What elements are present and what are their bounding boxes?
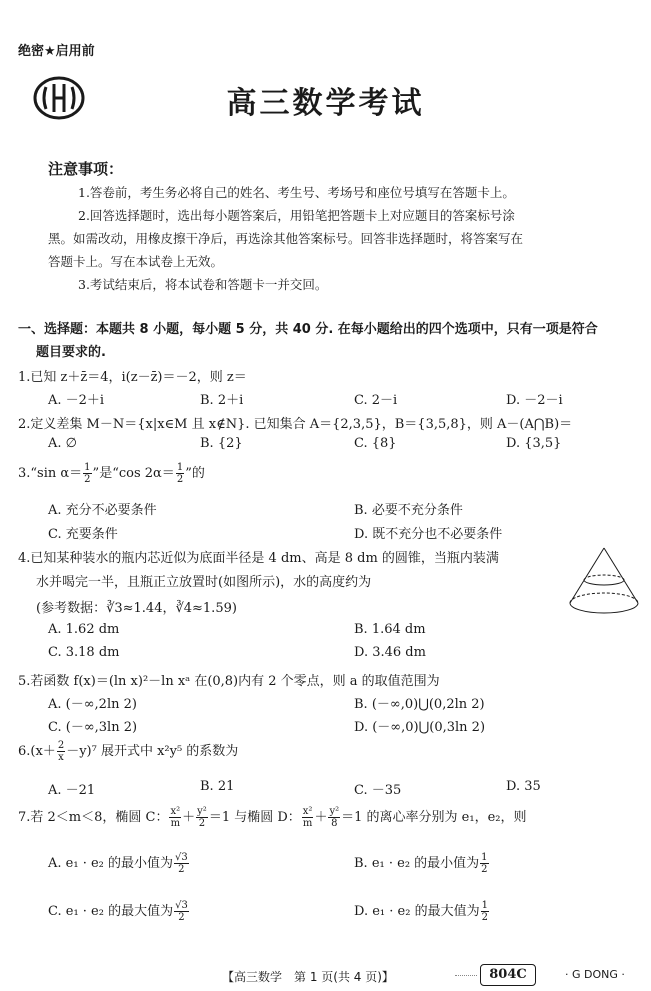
fraction-denominator: x bbox=[58, 752, 64, 763]
question-1-stem: 1.已知 z＋z̄＝4，i(z－z̄)＝－2，则 z＝ bbox=[18, 370, 247, 385]
fraction-numerator: y² bbox=[197, 806, 207, 817]
question-4-reference: (参考数据：∛3≈1.44，∛4≈1.59) bbox=[36, 601, 237, 616]
q2-option-a: A. ∅ bbox=[48, 436, 77, 451]
q6-fraction bbox=[57, 740, 65, 763]
q2-option-c: C. {8} bbox=[354, 436, 397, 451]
question-6-stem bbox=[18, 740, 238, 763]
question-4-stem: 4.已知某种装水的瓶内芯近似为底面半径是 4 dm、高是 8 dm 的圆锥，当瓶内装满 bbox=[18, 551, 499, 566]
q7-option-a bbox=[48, 852, 190, 875]
fraction-numerator: 1 bbox=[84, 462, 91, 473]
notice-line: 1.答卷前，考生务必将自己的姓名、考生号、考场号和座位号填写在答题卡上。 bbox=[78, 185, 515, 200]
publisher-brand: · G DONG · bbox=[565, 968, 625, 981]
q5-option-d: D. (－∞,0)⋃(0,3ln 2) bbox=[354, 720, 486, 735]
q1-option-b: B. 2＋i bbox=[200, 393, 244, 408]
question-3-stem bbox=[18, 462, 205, 485]
fraction-numerator: 1 bbox=[481, 852, 488, 863]
q7-option-d-fraction bbox=[481, 900, 489, 923]
q1-option-a: A. －2＋i bbox=[48, 393, 105, 408]
q7-fraction bbox=[169, 806, 181, 829]
q7-option-b bbox=[354, 852, 490, 875]
question-4-stem-cont: 水并喝完一半，且瓶正立放置时(如图所示)，水的高度约为 bbox=[36, 575, 372, 590]
notice-line: 3.考试结束后，将本试卷和答题卡一并交回。 bbox=[78, 277, 328, 292]
fraction-numerator: x² bbox=[170, 806, 181, 817]
fraction-denominator: 2 bbox=[178, 912, 185, 923]
q6-option-b: B. 21 bbox=[200, 779, 235, 794]
fraction-numerator: 1 bbox=[481, 900, 488, 911]
q4-option-b: B. 1.64 dm bbox=[354, 622, 426, 637]
section-heading: 一、选择题：本题共 8 小题，每小题 5 分，共 40 分. 在每小题给出的四个选项中，只有一项是符合 bbox=[18, 322, 598, 337]
q5-option-b: B. (－∞,0)⋃(0,2ln 2) bbox=[354, 697, 485, 712]
q6-option-a: A. －21 bbox=[48, 783, 96, 798]
footer-divider bbox=[455, 975, 477, 976]
q1-option-d: D. －2－i bbox=[506, 393, 563, 408]
section-heading-cont: 题目要求的. bbox=[36, 345, 106, 360]
q7-plus: ＋ bbox=[314, 810, 328, 825]
q6-option-c: C. －35 bbox=[354, 783, 402, 798]
q7-option-a-text: A. e₁ · e₂ 的最小值为 bbox=[48, 856, 173, 871]
notice-line: 答题卡上。写在本试卷上无效。 bbox=[48, 254, 224, 269]
fraction-numerator: 1 bbox=[176, 462, 184, 473]
q6-option-d: D. 35 bbox=[506, 779, 541, 794]
q7-fraction bbox=[328, 806, 340, 829]
q4-option-c: C. 3.18 dm bbox=[48, 645, 120, 660]
q6-stem-part: 6.(x＋ bbox=[18, 744, 56, 759]
q7-plus: ＋ bbox=[182, 810, 196, 825]
fraction-denominator: 2 bbox=[84, 474, 91, 485]
fraction-numerator: √3 bbox=[175, 900, 188, 911]
q3-stem-part: ”是“cos 2α＝ bbox=[92, 466, 175, 481]
q7-option-b-fraction bbox=[480, 852, 488, 875]
q3-option-c: C. 充要条件 bbox=[48, 527, 118, 542]
q4-option-d: D. 3.46 dm bbox=[354, 645, 426, 660]
q3-fraction bbox=[176, 462, 184, 485]
notice-line: 黑。如需改动，用橡皮擦干净后，再选涂其他答案标号。回答非选择题时，将答案写在 bbox=[48, 231, 524, 246]
question-5-stem: 5.若函数 f(x)＝(ln x)²－ln xᵃ 在(0,8)内有 2 个零点，则 a 的取值范围为 bbox=[18, 674, 440, 689]
fraction-denominator: m bbox=[170, 818, 181, 829]
q7-fraction bbox=[196, 806, 208, 829]
fraction-numerator: 2 bbox=[57, 740, 65, 751]
q7-option-d bbox=[354, 900, 490, 923]
q7-stem-part: ＝1 的离心率分别为 e₁，e₂，则 bbox=[341, 810, 527, 825]
q7-stem-part: 7.若 2＜m＜8，椭圆 C： bbox=[18, 810, 169, 825]
fraction-denominator: 2 bbox=[178, 864, 185, 875]
q2-option-d: D. {3,5} bbox=[506, 436, 562, 451]
exam-title: 高三数学考试 bbox=[226, 86, 425, 121]
fraction-denominator: 8 bbox=[331, 818, 338, 829]
fraction-numerator: y² bbox=[329, 806, 340, 817]
question-2-stem: 2.定义差集 M－N＝{x|x∈M 且 x∉N}. 已知集合 A＝{2,3,5}，B＝{3,5,8}，则 A－(A⋂B)＝ bbox=[18, 417, 573, 432]
q7-option-d-text: D. e₁ · e₂ 的最大值为 bbox=[354, 904, 480, 919]
fraction-denominator: 2 bbox=[481, 912, 488, 923]
paper-code-badge: 804C bbox=[480, 964, 536, 986]
notice-heading: 注意事项： bbox=[48, 160, 124, 178]
q7-option-c-text: C. e₁ · e₂ 的最大值为 bbox=[48, 904, 174, 919]
q7-option-b-text: B. e₁ · e₂ 的最小值为 bbox=[354, 856, 480, 871]
q3-option-b: B. 必要不充分条件 bbox=[354, 503, 463, 518]
q7-option-c-fraction bbox=[174, 900, 189, 923]
q3-stem-part: ”的 bbox=[185, 466, 205, 481]
q7-fraction bbox=[302, 806, 314, 829]
q3-option-a: A. 充分不必要条件 bbox=[48, 503, 157, 518]
fraction-denominator: 2 bbox=[176, 474, 184, 485]
question-7-stem bbox=[18, 806, 527, 829]
fraction-denominator: 2 bbox=[481, 864, 488, 875]
q5-option-c: C. (－∞,3ln 2) bbox=[48, 720, 138, 735]
fraction-denominator: 2 bbox=[198, 818, 206, 829]
q2-option-b: B. {2} bbox=[200, 436, 243, 451]
fraction-numerator: √3 bbox=[175, 852, 188, 863]
confidential-label: 绝密★启用前 bbox=[18, 44, 95, 59]
q6-stem-part: －y)⁷ 展开式中 x²y⁵ 的系数为 bbox=[66, 744, 239, 759]
fraction-numerator: x² bbox=[302, 806, 313, 817]
q7-option-c bbox=[48, 900, 190, 923]
q4-option-a: A. 1.62 dm bbox=[48, 622, 120, 637]
q5-option-a: A. (－∞,2ln 2) bbox=[48, 697, 137, 712]
q3-stem-part: 3.“sin α＝ bbox=[18, 466, 83, 481]
fraction-denominator: m bbox=[302, 818, 313, 829]
q7-stem-part: ＝1 与椭圆 D： bbox=[208, 810, 301, 825]
q3-option-d: D. 既不充分也不必要条件 bbox=[354, 527, 503, 542]
page-footer: 【高三数学 第 1 页(共 4 页)】 bbox=[222, 970, 394, 984]
notice-line: 2.回答选择题时，选出每小题答案后，用铅笔把答题卡上对应题目的答案标号涂 bbox=[78, 208, 515, 223]
q7-option-a-fraction bbox=[174, 852, 189, 875]
q1-option-c: C. 2－i bbox=[354, 393, 398, 408]
q3-fraction bbox=[83, 462, 91, 485]
cone-figure bbox=[565, 545, 643, 617]
